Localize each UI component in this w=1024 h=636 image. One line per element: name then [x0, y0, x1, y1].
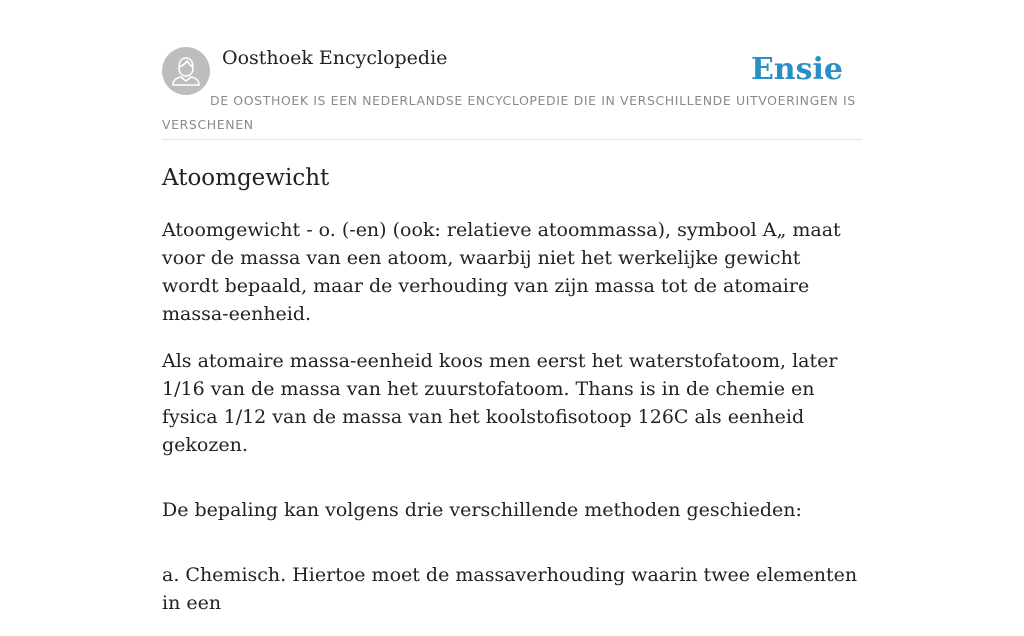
site-tagline: DE OOSTHOEK IS EEN NEDERLANDSE ENCYCLOPEDIE DIE IN VERSCHILLENDE UITVOERINGEN IS VERSCHENEN	[162, 93, 856, 132]
article-paragraph-2: Als atomaire massa-eenheid koos men eerst het waterstofatoom, later 1/16 van de massa van het zuurstofatoom. Thans is in de chemie en fysica 1/12 van de massa van het koolstofisotoop 126C als eenheid gekozen.	[162, 350, 838, 456]
site-header	[162, 0, 862, 140]
brand-logo-link[interactable]: Ensie	[750, 52, 843, 87]
article-paragraph-4: a. Chemisch. Hiertoe moet de massaverhouding waarin twee elementen in een	[162, 564, 858, 614]
article-body	[162, 216, 862, 636]
site-name-link[interactable]: Oosthoek Encyclopedie	[222, 47, 448, 69]
article-title: Atoomgewicht	[162, 165, 330, 191]
article-paragraph-3: De bepaling kan volgens drie verschillende methoden geschieden:	[162, 499, 802, 521]
content-container	[162, 0, 862, 614]
article-paragraph-1: Atoomgewicht - o. (-en) (ook: relatieve atoommassa), symbool A„ maat voor de massa van een atoom, waarbij niet het werkelijke gewicht wordt bepaald, maar de verhouding van zijn massa tot de atomaire massa-eenheid.	[162, 219, 841, 325]
user-placeholder-icon	[162, 47, 210, 95]
avatar[interactable]	[162, 47, 210, 95]
